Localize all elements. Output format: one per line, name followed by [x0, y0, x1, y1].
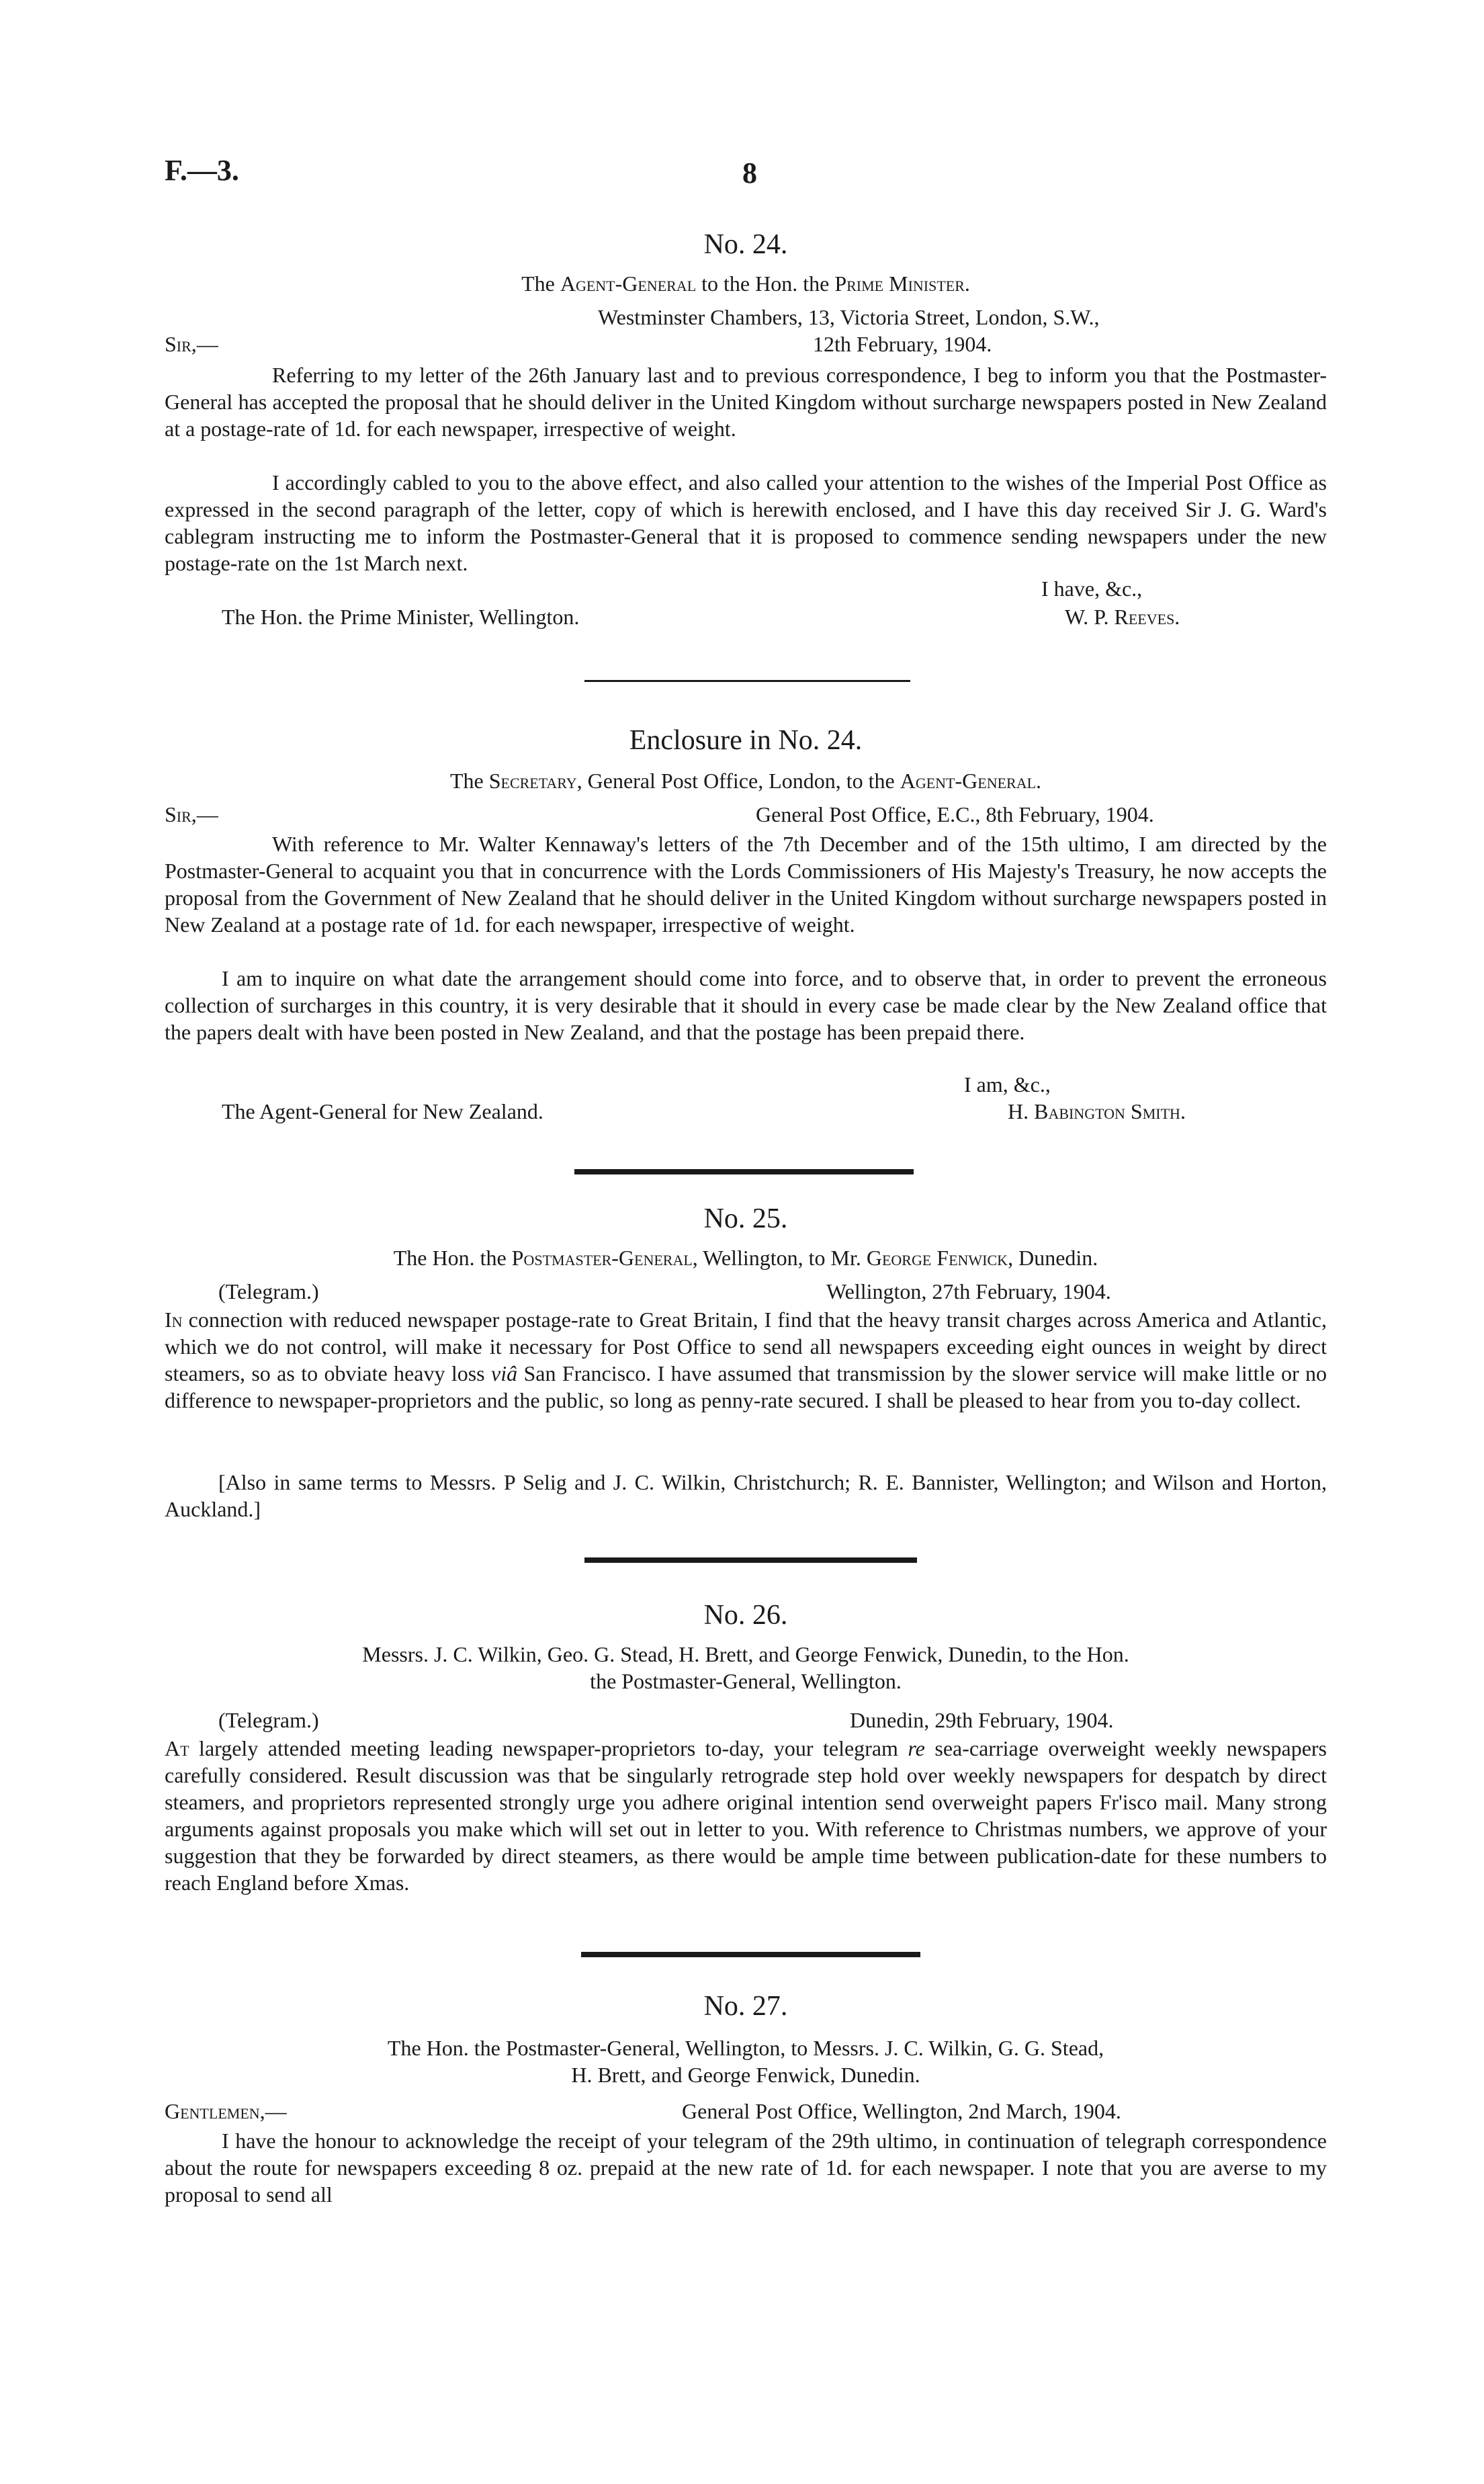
salutation-no24: Sir,—: [165, 332, 218, 356]
address-date-enclosure24: General Post Office, E.C., 8th February, 1904.: [756, 802, 1154, 826]
telegram-label-no26: (Telegram.): [218, 1708, 319, 1732]
body-paragraph-enclosure24-2: I am to inquire on what date the arrangement should come into force, and to observe that, in order to prevent the erroneous collection of surcharges in this country, it is very desirable that it should in every case be made clear by the New Zealand office that the papers dealt with have been posted in New Zealand, and that the postage has been prepaid there.: [165, 966, 1327, 1044]
routing-line-no26: Messrs. J. C. Wilkin, Geo. G. Stead, H. Brett, and George Fenwick, Dunedin, to the Hon.: [362, 1642, 1129, 1666]
document-page: [165, 0, 1327, 2484]
routing-line-no27: The Hon. the Postmaster-General, Wellington, to Messrs. J. C. Wilkin, G. G. Stead,: [387, 2036, 1104, 2060]
document-reference: F.—3.: [165, 154, 239, 187]
signature-no24: W. P. Reeves.: [1065, 605, 1180, 629]
salutation-no27: Gentlemen,—: [165, 2099, 287, 2123]
body-paragraph-no24-1: Referring to my letter of the 26th January last and to previous correspondence, I beg to inform you that the Postmaster-General has accepted the proposal that he should deliver in the United Kingdom without surcharge newspapers posted in New Zealand at a postage-rate of 1d. for each newspaper, irrespective of weight.: [165, 363, 1327, 441]
body-paragraph-no24-2: I accordingly cabled to you to the above effect, and also called your attention to the wishes of the Imperial Post Office as expressed in the second paragraph of the letter, copy of which is herewith enclosed, and I have this day received Sir J. G. Ward's cablegram instructing me to inform the Postmaster-General that it is proposed to commence sending newspapers under the new postage-rate on the 1st March next.: [165, 470, 1327, 575]
section-divider: [584, 1557, 917, 1563]
body-paragraph-no27-1: I have the honour to acknowledge the receipt of your telegram of the 29th ultimo, in continuation of telegraph correspondence about the route for newspapers exceeding 8 oz. prepaid at the new rate of 1d. for each newspaper. I note that you are averse to my proposal to send all: [165, 2129, 1327, 2207]
body-paragraph-enclosure24-1: With reference to Mr. Walter Kennaway's letters of the 7th December and of the 15th ultimo, I am directed by the Postmaster-General to acquaint you that in concurrence with the Lords Commissioners of His Majesty's Treasury, he now accepts the proposal from the Government of New Zealand that he should deliver in the United Kingdom without surcharge newspapers posted in New Zealand at a postage rate of 1d. for each newspaper, irrespective of weight.: [165, 832, 1327, 937]
signature-enclosure24: H. Babington Smith.: [1008, 1099, 1186, 1123]
section-title-no26: No. 26.: [703, 1600, 788, 1631]
routing-line-enclosure24: The Secretary, General Post Office, London, to the Agent-General.: [449, 769, 1042, 793]
routing-line-no26-cont: the Postmaster-General, Wellington.: [590, 1669, 902, 1693]
section-divider: [574, 1169, 914, 1174]
body-paragraph-no25-2: [Also in same terms to Messrs. P Selig and J. C. Wilkin, Christchurch; R. E. Bannister, Wellington; and Wilson and Horton, Auckland.]: [165, 1470, 1327, 1521]
closing-no24: I have, &c.,: [1041, 576, 1143, 601]
telegram-label-no25: (Telegram.): [218, 1279, 319, 1303]
routing-line-no27-cont: H. Brett, and George Fenwick, Dunedin.: [571, 2063, 920, 2087]
routing-line-no25: The Hon. the Postmaster-General, Wellington, to Mr. George Fenwick, Dunedin.: [393, 1246, 1098, 1270]
section-title-enclosure24: Enclosure in No. 24.: [629, 725, 863, 756]
sender-address-no24: Westminster Chambers, 13, Victoria Street, London, S.W.,: [598, 305, 1100, 329]
page-number: 8: [742, 157, 757, 189]
address-date-no27: General Post Office, Wellington, 2nd March, 1904.: [682, 2099, 1121, 2123]
telegram-date-no25: Wellington, 27th February, 1904.: [826, 1279, 1111, 1303]
letter-date-no24: 12th February, 1904.: [813, 332, 992, 356]
addressee-no24: The Hon. the Prime Minister, Wellington.: [222, 605, 580, 629]
section-divider: [584, 680, 910, 682]
section-divider: [581, 1952, 920, 1957]
section-title-no25: No. 25.: [703, 1203, 788, 1234]
body-paragraph-no25-1: In connection with reduced newspaper postage-rate to Great Britain, I find that the heavy transit charges across America and Atlantic, which we do not control, will make it necessary for Post Office to send all newspapers exceeding eight ounces in weight by direct steamers, so as to obviate heavy loss viâ San Francisco. I have assumed that transmission by the slower service will make little or no difference to newspaper-proprietors and the public, so long as penny-rate secured. I shall be pleased to hear from you to-day collect.: [165, 1308, 1327, 1412]
section-title-no24: No. 24.: [703, 229, 788, 260]
routing-line-no24: The Agent-General to the Hon. the Prime Minister.: [521, 271, 970, 296]
addressee-enclosure24: The Agent-General for New Zealand.: [222, 1099, 543, 1123]
closing-enclosure24: I am, &c.,: [964, 1072, 1051, 1097]
telegram-date-no26: Dunedin, 29th February, 1904.: [850, 1708, 1114, 1732]
section-title-no27: No. 27.: [703, 1991, 788, 2022]
salutation-enclosure24: Sir,—: [165, 802, 218, 826]
body-paragraph-no26-1: At largely attended meeting leading newspaper-proprietors to-day, your telegram re sea-carriage overweight weekly newspapers carefully considered. Result discussion was that be singularly retrograde step hold over weekly newspapers for despatch by direct steamers, and proprietors represented strongly urge you adhere original intention send overweight papers Fr'isco mail. Many strong arguments against proposals you make which will set out in letter to you. With reference to Christmas numbers, we approve of your suggestion that they be forwarded by direct steamers, as there would be ample time between publication-date for these numbers to reach England before Xmas.: [165, 1736, 1327, 1895]
